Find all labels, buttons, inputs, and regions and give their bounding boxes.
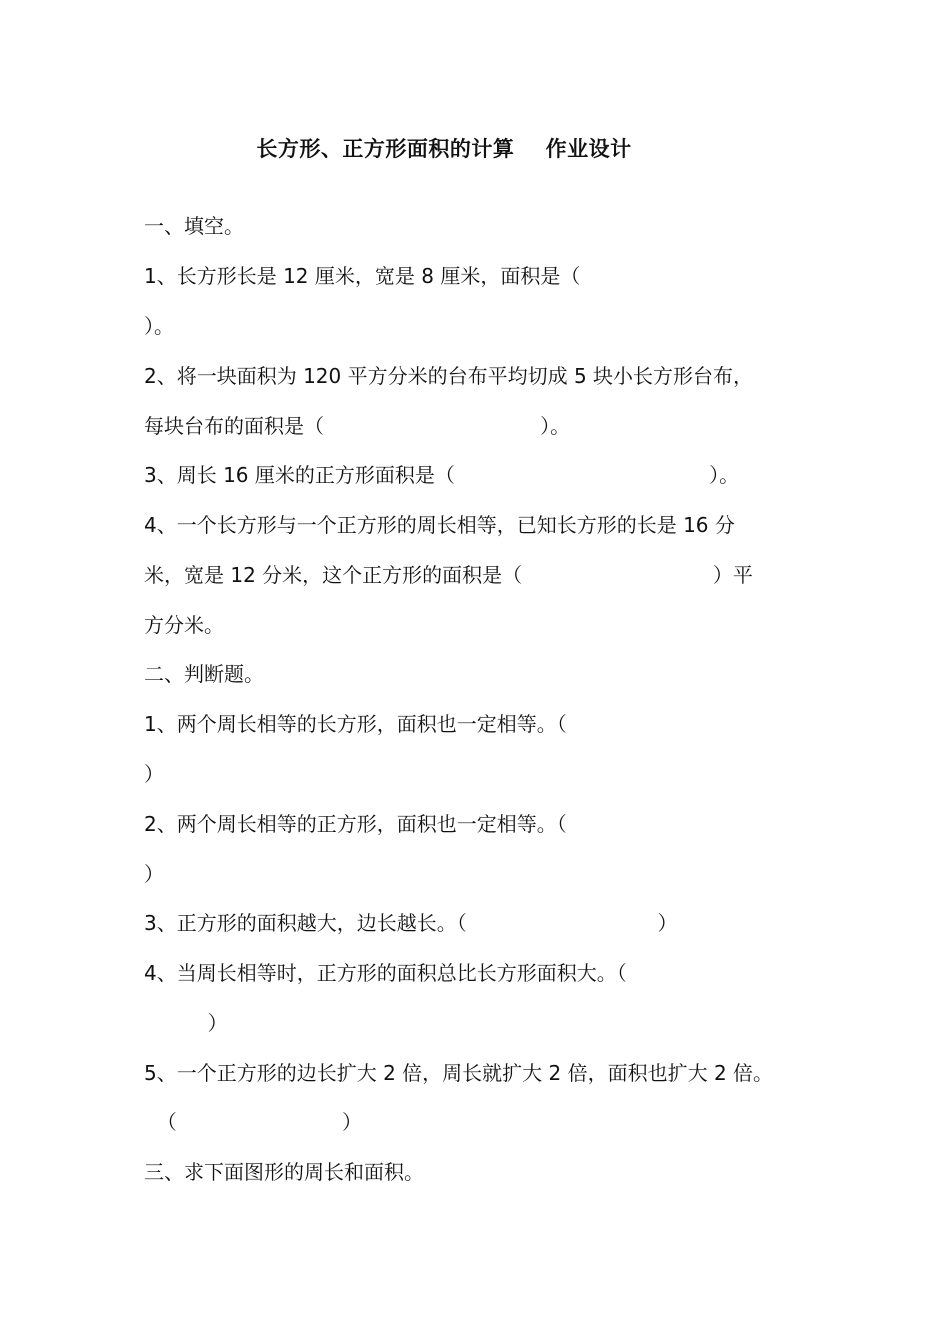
question-line: 5、一个正方形的边长扩大 2 倍，周长就扩大 2 倍，面积也扩大 2 倍。 — [144, 1061, 774, 1085]
question-line: 4、当周长相等时，正方形的面积总比长方形面积大。（ — [144, 961, 627, 985]
question-line: 2、两个周长相等的正方形，面积也一定相等。（ — [144, 812, 567, 836]
question-line: ）。 — [144, 314, 174, 338]
question-line: 2、将一块面积为 120 平方分米的台布平均切成 5 块小长方形台布， — [144, 364, 754, 388]
question-line: 方分米。 — [144, 613, 224, 637]
section-heading-perimeter-area: 三、求下面图形的周长和面积。 — [144, 1160, 424, 1184]
question-line: ） — [144, 1011, 228, 1035]
question-line: 3、周长 16 厘米的正方形面积是（ ）。 — [144, 463, 740, 487]
question-line: 4、一个长方形与一个正方形的周长相等，已知长方形的长是 16 分 — [144, 513, 735, 537]
question-line: ） — [144, 862, 164, 886]
question-line: 3、正方形的面积越大，边长越长。（ ） — [144, 911, 678, 935]
section-heading-true-false: 二、判断题。 — [144, 662, 264, 686]
question-line: （ ） — [144, 1110, 363, 1134]
question-line: 米，宽是 12 分米，这个正方形的面积是（ ）平 — [144, 563, 753, 587]
section-heading-fill-in: 一、填空。 — [144, 214, 244, 238]
question-line: 1、长方形长是 12 厘米，宽是 8 厘米，面积是（ — [144, 264, 581, 288]
question-line: 每块台布的面积是（ ）。 — [144, 414, 571, 438]
question-line: 1、两个周长相等的长方形，面积也一定相等。（ — [144, 712, 567, 736]
question-line: ） — [144, 762, 164, 786]
document-title: 长方形、正方形面积的计算 作业设计 — [256, 137, 632, 161]
